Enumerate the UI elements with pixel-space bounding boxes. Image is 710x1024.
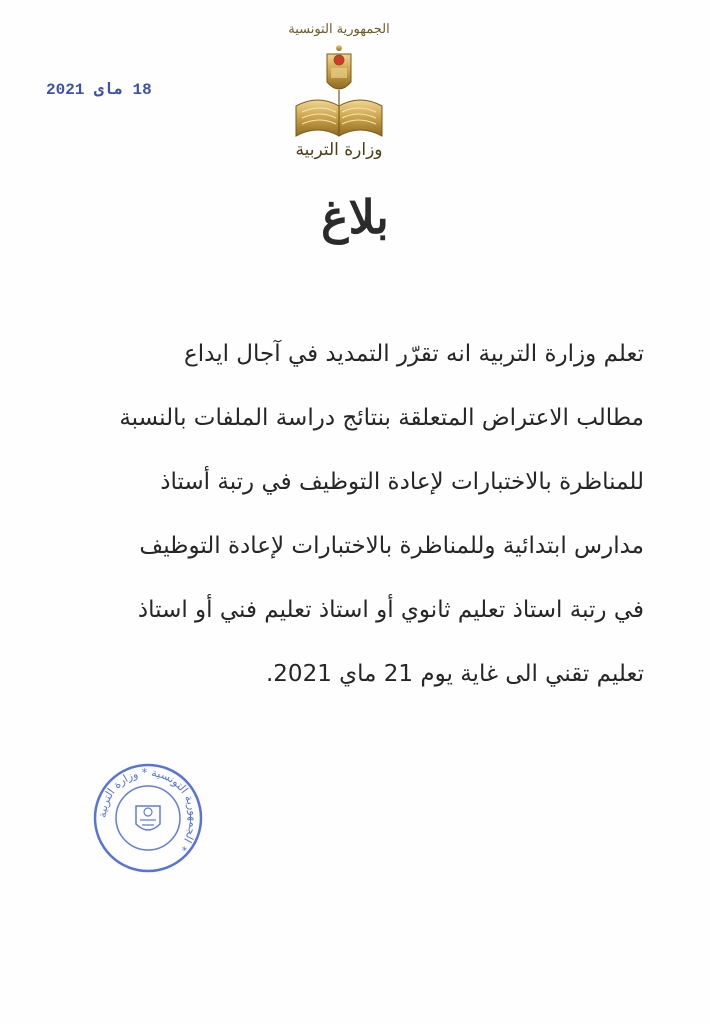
body-line: مطالب الاعتراض المتعلقة بنتائج دراسة الملفات بالنسبة (119, 405, 644, 431)
body-line: تعلم وزارة التربية انه تقرّر التمديد في آجال ايداع (184, 341, 644, 367)
book-coat-of-arms-icon (282, 44, 396, 144)
ministry-name-text: وزارة التربية (295, 140, 383, 160)
announcement-title: بلاغ (321, 190, 389, 244)
official-seal-stamp-icon (92, 762, 204, 874)
body-line: مدارس ابتدائية وللمناظرة بالاختبارات لإعادة التوظيف (139, 533, 644, 559)
republic-name-text: الجمهورية التونسية (288, 22, 390, 37)
announcement-body (66, 322, 644, 706)
body-line: تعليم تقني الى غاية يوم 21 ماي 2021. (265, 661, 644, 687)
ministry-emblem (282, 22, 396, 172)
body-line: في رتبة استاذ تعليم ثانوي أو استاذ تعليم فني أو استاذ (137, 597, 644, 623)
seal-text: الجمهورية التونسية * وزارة التربية * (95, 765, 201, 854)
body-line: للمناظرة بالاختبارات لإعادة التوظيف في رتبة أستاذ (160, 469, 644, 495)
date-stamp: 18 ماى 2021 (46, 81, 152, 99)
